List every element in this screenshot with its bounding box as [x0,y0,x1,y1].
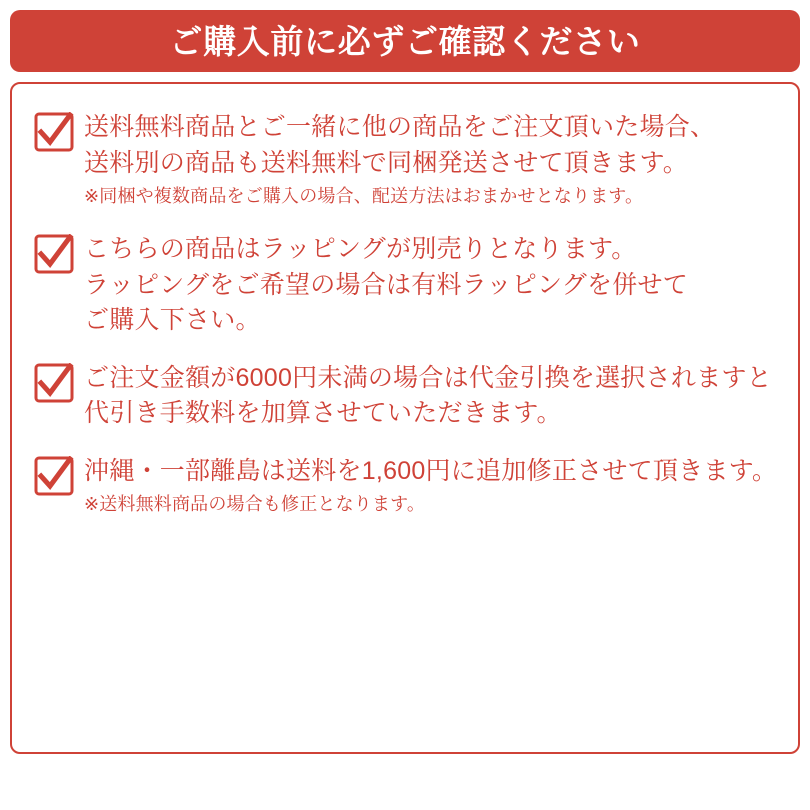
list-item-line: こちらの商品はラッピングが別売りとなります。 [84,235,637,263]
list-item [34,110,774,210]
list-item [34,454,778,519]
list-item-line: 送料無料商品とご一緒に他の商品をご注文頂いた場合、 [84,113,716,141]
notice-header [10,10,800,72]
list-item-line: ご注文金額が6000円未満の場合は代金引換を選択されますと [84,363,772,392]
check-icon [34,456,74,496]
list-item-texts [84,361,774,432]
list-item-texts [84,454,778,519]
check-icon [34,363,74,403]
list-item-line: ラッピングをご希望の場合は有料ラッピングを併せて [84,270,689,299]
list-item-line: ご購入下さい。 [84,306,261,334]
list-item-texts [84,232,774,339]
check-icon [34,234,74,274]
list-item [34,232,774,339]
page-title: ご購入前に必ずご確認ください [169,22,641,60]
list-item-line: 沖縄・一部離島は送料を1,600円に追加修正させて頂きます。 [84,456,778,485]
list-item [34,361,774,432]
list-item-line: 代引き手数料を加算させていただきます。 [84,399,562,427]
check-icon [34,112,74,152]
list-item-texts [84,110,774,210]
notice-body [10,82,800,754]
list-item-note: ※同梱や複数商品をご購入の場合、配送方法はおまかせとなります。 [84,186,644,206]
list-item-line: 送料別の商品も送料無料で同梱発送させて頂きます。 [84,148,689,177]
list-item-note: ※送料無料商品の場合も修正となります。 [84,494,426,514]
